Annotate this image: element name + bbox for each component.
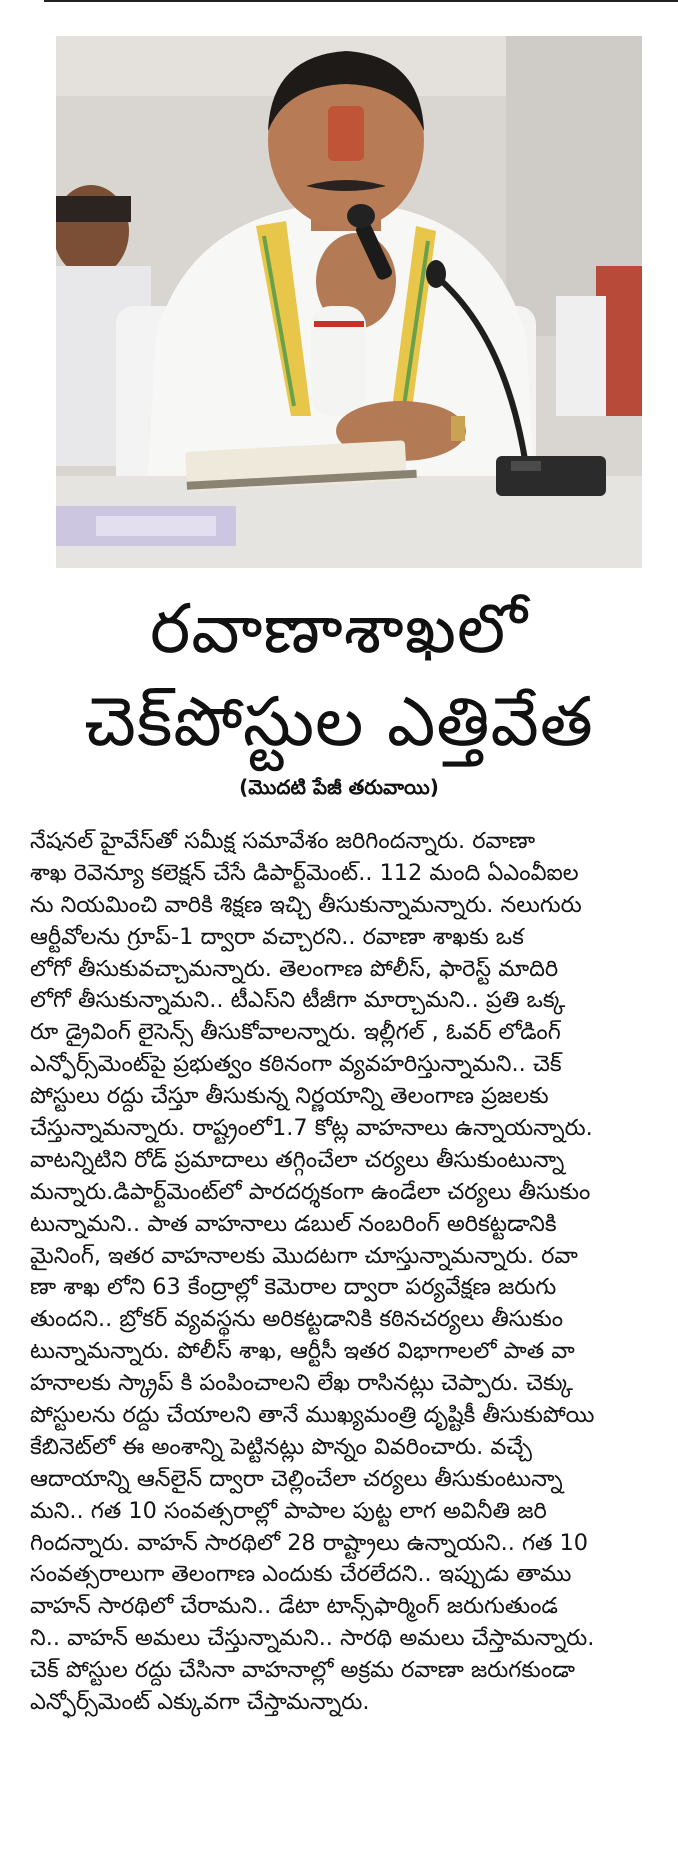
body-line: శాఖ రెవెన్యూ కలెక్షన్ చేసే డిపార్ట్‌మెంట్.. 112 మంది ఏఎంవీఐల — [30, 859, 579, 886]
body-line: టున్నామని.. పాత వాహనాలు డబుల్ నంబరింగ్ అరికట్టడానికి — [30, 1210, 557, 1237]
body-line: ని.. వాహన్ అమలు చేస్తున్నామని.. సారథి అమలు చేస్తామన్నారు. — [30, 1625, 595, 1652]
body-line: మని.. గత 10 సంవత్సరాల్లో పాపాల పుట్ట లాగ అవినీతి జరి — [30, 1497, 547, 1524]
body-line: మైనింగ్, ఇతర వాహనాలకు మొదటగా చూస్తున్నామన్నారు. రవా — [30, 1242, 578, 1269]
body-line: లోగో తీసుకున్నామని.. టీఎస్‌ని టీజీగా మార్చామని.. ప్రతి ఒక్క — [30, 987, 566, 1014]
headline-line-1: రవాణాశాఖలో — [149, 590, 529, 669]
body-line: ఆదాయాన్ని ఆన్‌లైన్ ద్వారా చెల్లించేలా చర్యలు తీసుకుంటున్నా — [30, 1465, 563, 1492]
body-line: లోగో తీసుకువచ్చామన్నారు. తెలంగాణ పోలీస్, ఫారెస్ట్ మాదిరి — [30, 955, 559, 982]
body-line: నేషనల్ హైవేస్‌తో సమీక్ష సమావేశం జరిగిందన్నారు. రవాణా — [30, 828, 536, 854]
body-line: టున్నామన్నారు. పోలీస్ శాఖ, ఆర్టీసీ ఇతర విభాగాలలో పాత వా — [30, 1338, 575, 1365]
body-line: చేస్తున్నామన్నారు. రాష్ట్రంలో1.7 కోట్ల వాహనాలు ఉన్నాయన్నారు. — [30, 1115, 593, 1142]
body-line: సంవత్సరాలుగా తెలంగాణ ఎందుకు చేరలేదని.. ఇప్పుడు తాము — [30, 1561, 572, 1588]
body-line: రూ డ్రైవింగ్ లైసెన్స్ తీసుకోవాలన్నారు. ఇల్లీగల్ , ఓవర్ లోడింగ్ — [30, 1019, 561, 1046]
body-line: ఎన్ఫోర్స్‌మెంట్‌పై ప్రభుత్వం కఠినంగా వ్యవహరిస్తున్నామని.. చెక్ — [30, 1051, 562, 1078]
body-line: ను నియమించి వారికి శిక్షణ ఇచ్చి తీసుకున్నామన్నారు. నలుగురు — [30, 891, 582, 918]
continued-from-label: (మొదటి పేజీ తరువాయి) — [239, 775, 439, 799]
body-line: వాహన్ సారథిలో చేరామని.. డేటా టాన్స్‌ఫార్మింగ్ జరుగుతుండ — [30, 1593, 558, 1620]
body-line: చెక్ పోస్టుల రద్దు చేసినా వాహనాల్లో అక్రమ రవాణా జరుగకుండా — [30, 1657, 575, 1684]
minister-photo — [56, 36, 642, 568]
body-line: గిందన్నారు. వాహన్ సారథిలో 28 రాష్ట్రాలు ఉన్నాయని.. గత 10 — [30, 1529, 589, 1556]
body-line: ణా శాఖ లోని 63 కేంద్రాల్లో కెమెరాల ద్వారా పర్యవేక్షణ జరుగు — [30, 1274, 557, 1301]
body-line: తుందని.. బ్రోకర్ వ్యవస్థను అరికట్టడానికి కఠినచర్యలు తీసుకుం — [30, 1306, 564, 1333]
body-line: హనాలకు స్క్రాప్ కి పంపించాలని లేఖ రాసినట్లు చెప్పారు. చెక్కు — [30, 1370, 573, 1397]
article-body — [30, 826, 655, 1719]
photo-illustration — [56, 36, 642, 568]
top-rule — [44, 0, 678, 2]
body-line: ఆర్టీవోలను గ్రూప్-1 ద్వారా వచ్చారని.. రవాణా శాఖకు ఒక — [30, 923, 524, 950]
body-line: వాటన్నిటిని రోడ్ ప్రమాదాలు తగ్గించేలా చర్యలు తీసుకుంటున్నా — [30, 1146, 565, 1173]
headline-line-2: చెక్‌పోస్టుల ఎత్తివేత — [84, 683, 594, 762]
body-line: కేబినెట్‌లో ఈ అంశాన్ని పెట్టినట్లు పొన్నం వివరించారు. వచ్చే — [30, 1433, 532, 1460]
body-line: పోస్టులను రద్దు చేయాలని తానే ముఖ్యమంత్రి దృష్టికీ తీసుకుపోయి — [30, 1402, 595, 1429]
body-line: ఎన్ఫోర్స్‌మెంట్ ఎక్కువగా చేస్తామన్నారు. — [30, 1689, 370, 1716]
body-line: మన్నారు.డిపార్ట్‌మెంట్‌లో పారదర్శకంగా ఉండేలా చర్యలు తీసుకుం — [30, 1178, 591, 1205]
body-line: పోస్టులు రద్దు చేస్తూ తీసుకున్న నిర్ణయాన్ని తెలంగాణ ప్రజలకు — [30, 1083, 549, 1110]
